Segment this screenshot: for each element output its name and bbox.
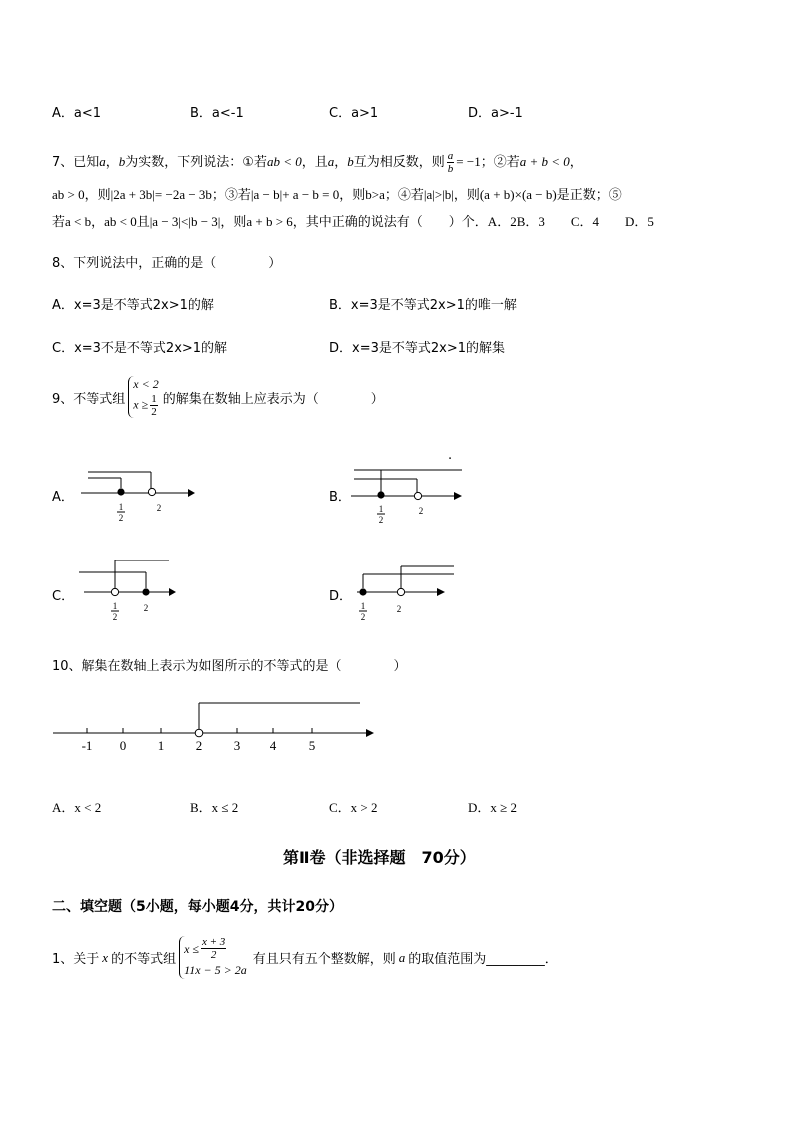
fill-q1-system: x ≤ $\frac{x + 3}{2}$ 11x − 5 > 2a bbox=[179, 936, 247, 979]
tick-label: 4 bbox=[269, 738, 277, 753]
part2-title: 第Ⅱ卷（非选择题 70分） bbox=[283, 848, 476, 867]
q10-option-b: B．x ≤ 2 bbox=[190, 800, 239, 815]
q8-option-a: A．x=3是不等式2x>1的解 bbox=[52, 298, 214, 313]
q9-label-d: D． bbox=[329, 589, 353, 604]
q9-stray-dot: . bbox=[448, 448, 453, 463]
arrow-icon bbox=[188, 489, 195, 497]
open-point bbox=[195, 729, 203, 737]
tick-labels bbox=[82, 738, 316, 753]
svg-text:2: 2 bbox=[156, 503, 162, 513]
open-point bbox=[397, 588, 404, 595]
tick-label: 3 bbox=[233, 738, 241, 753]
q9-stem: 9、不等式组 x < 2 x ≥ $\frac{1}{2}$ 的解集在数轴上应表示为（ ） bbox=[52, 377, 384, 418]
q9-numberline-c bbox=[76, 560, 181, 628]
arrow-icon bbox=[169, 588, 176, 596]
tick-label: 2 bbox=[195, 738, 203, 753]
svg-text:1: 1 bbox=[118, 502, 124, 512]
q9-label-a: A． bbox=[52, 490, 74, 505]
q6-option-c: C．a>1 bbox=[329, 106, 379, 121]
q8-option-b: B．x=3是不等式2x>1的唯一解 bbox=[329, 298, 517, 313]
q8-stem: 8、下列说法中，正确的是（ ） bbox=[52, 256, 282, 271]
q7-line3: 若a < b，ab < 0且|a − 3|<|b − 3|，则a + b > 6，其中正确的说法有（ ）个．A．2B．3 C．4 D．5 bbox=[52, 214, 654, 229]
tick-label: -1 bbox=[81, 738, 93, 753]
svg-text:2: 2 bbox=[112, 612, 118, 622]
fill-q1: 1、关于 x 的不等式组 x ≤ $\frac{x + 3}{2}$ 11x − 5 > 2a 有且只有五个整数解，则 a 的取值范围为_________． bbox=[52, 936, 558, 977]
svg-text:1: 1 bbox=[360, 601, 366, 611]
q7-line2: ab > 0，则|2a + 3b|= −2a − 3b；③若|a − b|+ a − b = 0，则b>a；④若|a|>|b|，则(a + b)×(a − b)是正数；⑤ bbox=[52, 187, 622, 202]
q6-option-d: D．a>-1 bbox=[468, 106, 523, 121]
closed-point bbox=[142, 588, 149, 595]
q9-numberline-b bbox=[346, 462, 471, 528]
q10-option-a: A．x < 2 bbox=[52, 800, 102, 815]
q10-numberline bbox=[50, 698, 380, 760]
closed-point bbox=[359, 588, 366, 595]
svg-text:1: 1 bbox=[112, 601, 118, 611]
q7-fraction: $\frac{a}{b}$ bbox=[447, 150, 454, 175]
svg-text:1: 1 bbox=[378, 504, 384, 514]
open-point bbox=[111, 588, 118, 595]
q7-line1: 7、已知a，b为实数，下列说法：①若ab < 0，且a，b互为相反数，则 $\frac{a}{b}$ = −1；②若a + b < 0， bbox=[52, 150, 583, 175]
q9-inequality-system: x < 2 x ≥ $\frac{1}{2}$ bbox=[128, 376, 159, 418]
arrow-icon bbox=[366, 729, 374, 737]
q8-option-c: C．x=3不是不等式2x>1的解 bbox=[52, 341, 228, 356]
arrow-icon bbox=[454, 492, 462, 500]
open-point bbox=[148, 488, 155, 495]
arrow-icon bbox=[437, 588, 445, 596]
q10-option-c: C．x > 2 bbox=[329, 800, 378, 815]
open-point bbox=[414, 492, 421, 499]
q9-numberline-a bbox=[76, 464, 196, 526]
q9-label-b: B． bbox=[329, 490, 351, 505]
tick-label: 0 bbox=[119, 738, 127, 753]
svg-text:2: 2 bbox=[418, 506, 424, 516]
q9-label-c: C． bbox=[52, 589, 75, 604]
svg-text:2: 2 bbox=[378, 515, 384, 525]
q6-option-b: B．a<-1 bbox=[190, 106, 244, 121]
svg-text:2: 2 bbox=[118, 513, 124, 523]
q9-numberline-d bbox=[354, 562, 462, 630]
svg-text:2: 2 bbox=[360, 612, 366, 622]
tick-label: 1 bbox=[157, 738, 165, 753]
q10-option-d: D．x ≥ 2 bbox=[468, 800, 518, 815]
svg-text:2: 2 bbox=[396, 604, 402, 614]
q6-option-a: A．a<1 bbox=[52, 106, 102, 121]
q8-option-d: D．x=3是不等式2x>1的解集 bbox=[329, 341, 505, 356]
q10-stem: 10、解集在数轴上表示为如图所示的不等式的是（ ） bbox=[52, 659, 407, 674]
section2-heading: 二、填空题（5小题，每小题4分，共计20分） bbox=[52, 899, 343, 915]
tick-label: 5 bbox=[308, 738, 316, 753]
closed-point bbox=[117, 488, 124, 495]
svg-text:2: 2 bbox=[143, 603, 149, 613]
closed-point bbox=[377, 491, 384, 498]
